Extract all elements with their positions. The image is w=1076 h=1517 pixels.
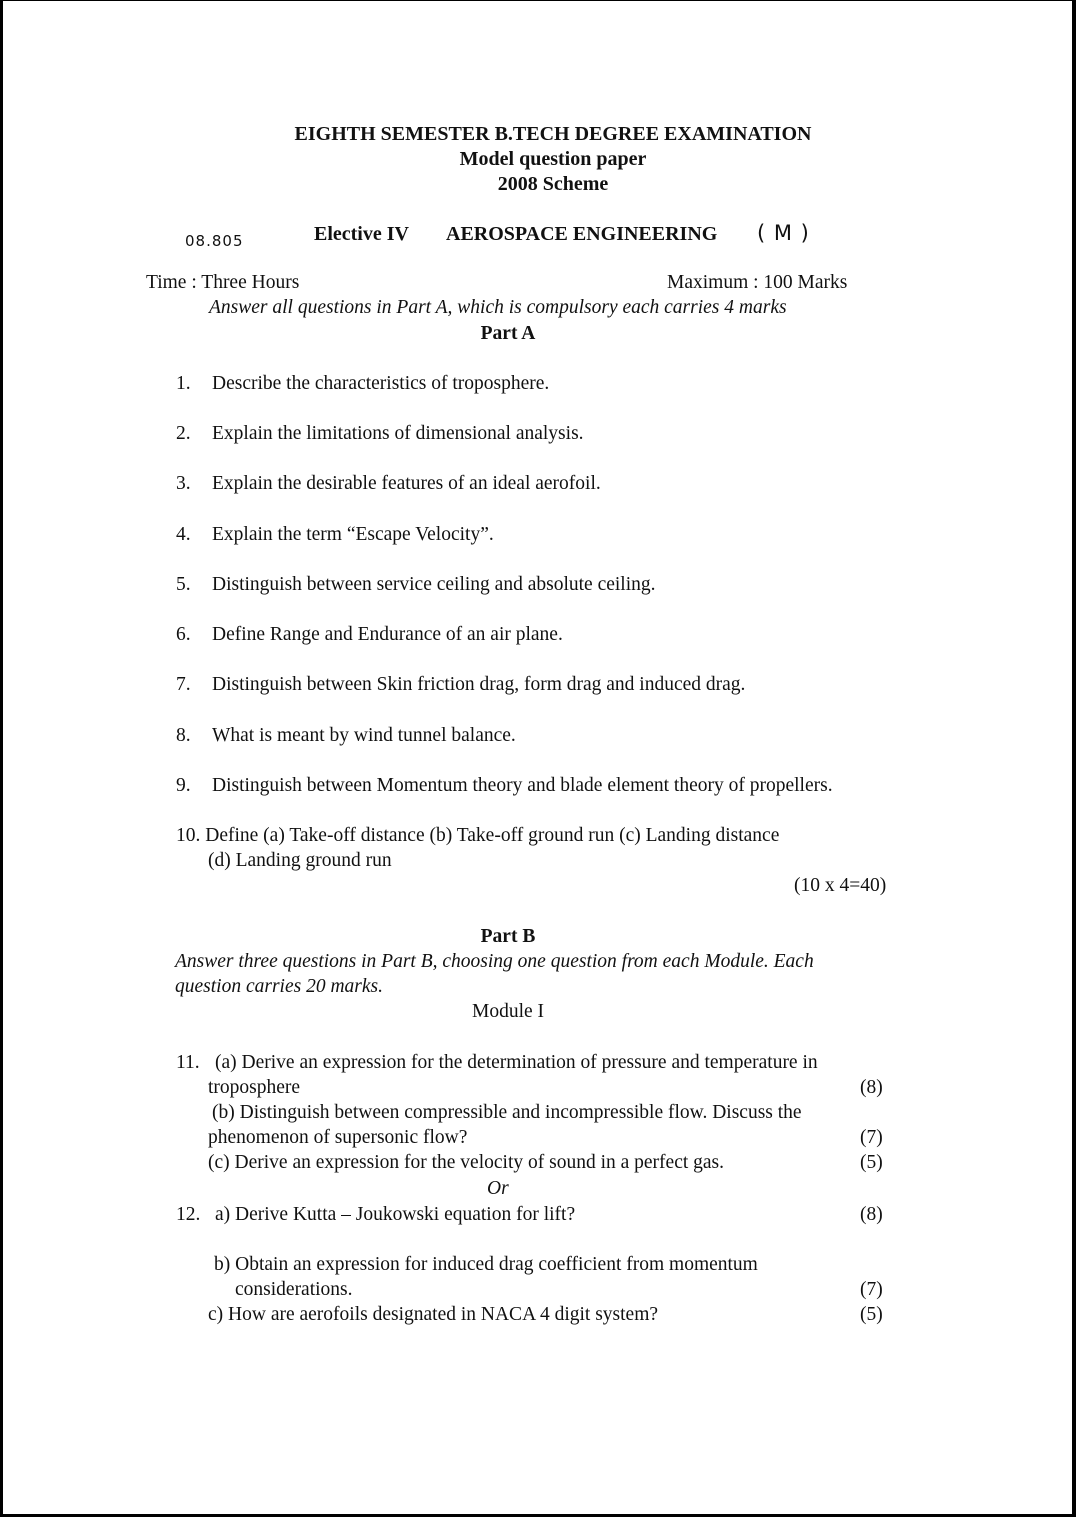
exam-paper bbox=[3, 1, 1072, 1514]
question-5: 5. Distinguish between service ceiling and absolute ceiling. bbox=[176, 574, 656, 595]
question-2: 2. Explain the limitations of dimensional analysis. bbox=[176, 423, 584, 444]
subject-title: AEROSPACE ENGINEERING bbox=[446, 223, 718, 245]
q11a-line1: (a) Derive an expression for the determination of pressure and temperature in bbox=[215, 1052, 818, 1073]
question-3: 3. Explain the desirable features of an ideal aerofoil. bbox=[176, 473, 601, 494]
q11-number: 11. bbox=[176, 1052, 200, 1073]
part-a-total: (10 x 4=40) bbox=[794, 875, 887, 896]
q11a-marks: (8) bbox=[860, 1077, 883, 1098]
question-6: 6. Define Range and Endurance of an air plane. bbox=[176, 624, 563, 645]
q12c-marks: (5) bbox=[860, 1304, 883, 1325]
exam-title: EIGHTH SEMESTER B.TECH DEGREE EXAMINATION bbox=[294, 123, 812, 145]
q12b-marks: (7) bbox=[860, 1279, 883, 1300]
q11b-line2: phenomenon of supersonic flow? bbox=[208, 1127, 468, 1148]
q11a-line2: troposphere bbox=[208, 1077, 301, 1098]
elective-label: Elective IV bbox=[314, 223, 409, 245]
q11b-line1: (b) Distinguish between compressible and incompressible flow. Discuss the bbox=[212, 1102, 802, 1123]
module-heading: Module I bbox=[471, 1001, 545, 1022]
part-a-instruction: Answer all questions in Part A, which is compulsory each carries 4 marks bbox=[209, 297, 787, 318]
or-separator: Or bbox=[487, 1178, 509, 1199]
branch-mark: ( M ) bbox=[757, 221, 810, 245]
question-1: 1. Describe the characteristics of troposphere. bbox=[176, 373, 550, 394]
course-code: 08.805 bbox=[185, 232, 244, 250]
question-10: 10. Define (a) Take-off distance (b) Take-off ground run (c) Landing distance bbox=[176, 825, 780, 846]
q12a-line1: a) Derive Kutta – Joukowski equation for lift? bbox=[215, 1204, 576, 1225]
q11c-line1: (c) Derive an expression for the velocity of sound in a perfect gas. bbox=[208, 1152, 725, 1173]
question-4: 4. Explain the term “Escape Velocity”. bbox=[176, 524, 494, 545]
max-marks: Maximum : 100 Marks bbox=[667, 272, 848, 293]
q12-number: 12. bbox=[176, 1204, 201, 1225]
part-b-instruction-1: Answer three questions in Part B, choosing one question from each Module. Each bbox=[175, 951, 814, 972]
question-8: 8. What is meant by wind tunnel balance. bbox=[176, 725, 516, 746]
q12c-line1: c) How are aerofoils designated in NACA 4 digit system? bbox=[208, 1304, 659, 1325]
q12b-line1: b) Obtain an expression for induced drag coefficient from momentum bbox=[214, 1254, 758, 1275]
question-10-continued: (d) Landing ground run bbox=[208, 850, 392, 871]
paper-subtitle: Model question paper bbox=[459, 148, 647, 170]
q11c-marks: (5) bbox=[860, 1152, 883, 1173]
part-b-instruction-2: question carries 20 marks. bbox=[175, 976, 383, 997]
q12b-line2: considerations. bbox=[235, 1279, 353, 1300]
part-b-title: Part B bbox=[480, 926, 536, 947]
question-9: 9. Distinguish between Momentum theory and blade element theory of propellers. bbox=[176, 775, 833, 796]
question-7: 7. Distinguish between Skin friction drag, form drag and induced drag. bbox=[176, 674, 746, 695]
scheme-label: 2008 Scheme bbox=[497, 173, 609, 195]
q11b-marks: (7) bbox=[860, 1127, 883, 1148]
time-label: Time : Three Hours bbox=[146, 272, 300, 293]
part-a-title: Part A bbox=[480, 323, 536, 344]
q12a-marks: (8) bbox=[860, 1204, 883, 1225]
